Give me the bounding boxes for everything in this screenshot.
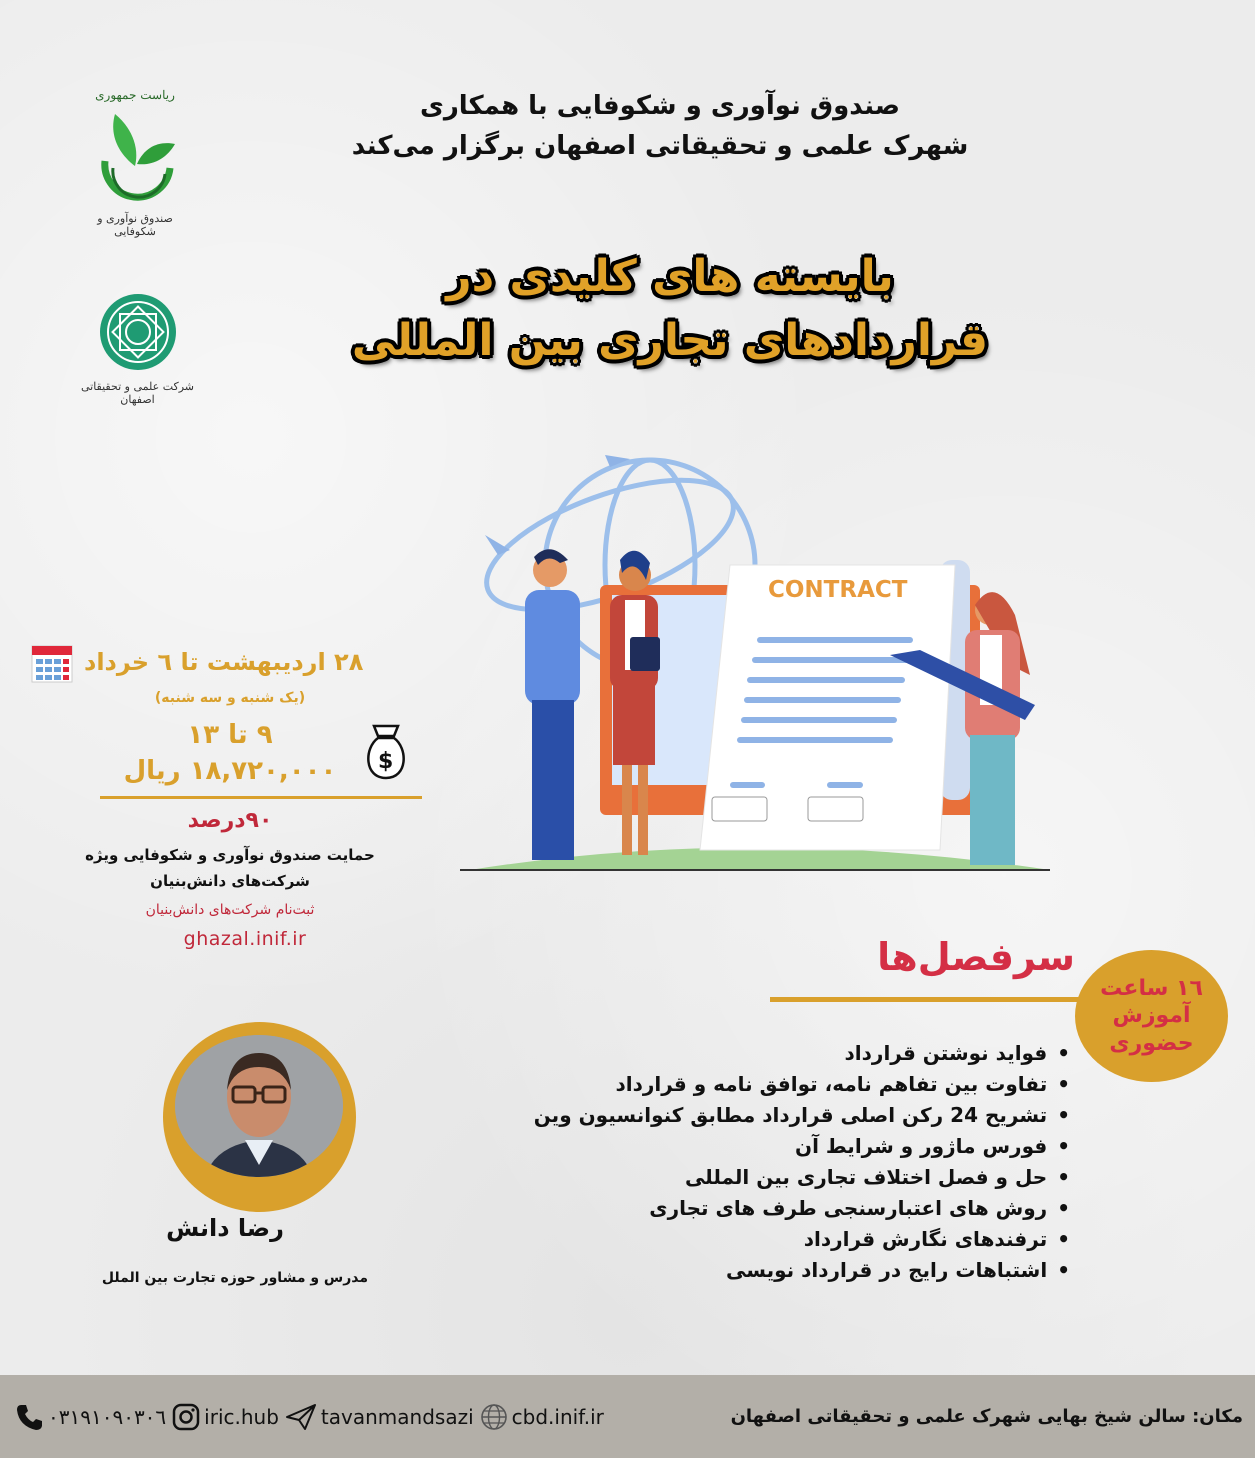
calendar-icon bbox=[30, 640, 74, 684]
divider bbox=[100, 796, 422, 799]
instagram-icon bbox=[172, 1403, 200, 1431]
register-link[interactable]: ghazal.inif.ir bbox=[183, 928, 307, 950]
event-hours: ۹ تا ۱۳ bbox=[187, 720, 273, 750]
science-park-logo bbox=[80, 292, 195, 407]
header-line-1: صندوق نوآوری و شکوفایی با همکاری bbox=[419, 91, 901, 121]
header-line-2: شهرک علمی و تحقیقاتی اصفهان برگزار می‌کند bbox=[351, 131, 969, 162]
logo-caption-fund: صندوق نوآوری و شکوفایی bbox=[97, 212, 173, 238]
innovation-fund-logo bbox=[80, 88, 190, 258]
badge-line-1: ۱٦ ساعت bbox=[1100, 975, 1203, 1001]
bullet-icon: • bbox=[1057, 1134, 1070, 1158]
list-item: •فواید نوشتن قرارداد bbox=[360, 1038, 1070, 1069]
geometric-emblem-icon bbox=[98, 292, 178, 372]
discount-percent: ۹۰درصد bbox=[187, 808, 273, 833]
list-item: •ترفندهای نگارش قرارداد bbox=[360, 1224, 1070, 1255]
support-line-2: شرکت‌های دانش‌بنیان bbox=[150, 872, 310, 891]
training-hours-badge bbox=[1075, 950, 1228, 1082]
instructor-name: رضا دانش bbox=[166, 1214, 284, 1242]
contract-illustration bbox=[450, 445, 1060, 880]
phone-number: ۰۳۱۹۱۰۹۰۳۰٦ bbox=[48, 1404, 167, 1429]
list-item: •تفاوت بین تفاهم نامه، توافق نامه و قرارداد bbox=[360, 1069, 1070, 1100]
website-contact[interactable] bbox=[480, 1403, 604, 1431]
contact-footer bbox=[0, 1375, 1255, 1458]
website-url: cbd.inif.ir bbox=[511, 1404, 604, 1429]
badge-line-3: حضوری bbox=[1109, 1030, 1194, 1056]
instructor-photo bbox=[175, 1035, 343, 1177]
bullet-icon: • bbox=[1057, 1103, 1070, 1127]
phone-contact[interactable] bbox=[14, 1402, 166, 1432]
instagram-handle: iric.hub bbox=[204, 1404, 279, 1429]
svg-text:$: $ bbox=[378, 749, 394, 774]
syllabus-title: سرفصل‌ها bbox=[877, 935, 1075, 979]
syllabus-underline bbox=[770, 997, 1100, 1002]
bullet-icon: • bbox=[1057, 1196, 1070, 1220]
bullet-icon: • bbox=[1057, 1072, 1070, 1096]
bullet-icon: • bbox=[1057, 1227, 1070, 1251]
event-date-row bbox=[30, 640, 410, 684]
telegram-handle: tavanmandsazi bbox=[320, 1404, 474, 1429]
event-price: ۱۸,۷۲۰,۰۰۰ ریال bbox=[123, 756, 337, 786]
event-date: ۲۸ اردیبهشت تا ٦ خرداد bbox=[84, 648, 364, 676]
money-bag-icon bbox=[362, 722, 410, 782]
bullet-icon: • bbox=[1057, 1258, 1070, 1282]
event-location: مکان: سالن شیخ بهایی شهرک علمی و تحقیقاتی اصفهان bbox=[730, 1406, 1243, 1427]
bullet-icon: • bbox=[1057, 1041, 1070, 1065]
bullet-icon: • bbox=[1057, 1165, 1070, 1189]
list-item: •حل و فصل اختلاف تجاری بین المللی bbox=[360, 1162, 1070, 1193]
course-title bbox=[250, 245, 1090, 373]
instructor-role: مدرس و مشاور حوزه تجارت بین الملل bbox=[101, 1270, 369, 1286]
logo-caption-presidency: ریاست جمهوری bbox=[95, 88, 175, 102]
phone-icon bbox=[14, 1402, 44, 1432]
syllabus-list bbox=[360, 1038, 1070, 1286]
badge-line-2: آموزش bbox=[1112, 1003, 1191, 1029]
event-days: (یک شنبه و سه شنبه) bbox=[154, 690, 306, 706]
support-note bbox=[60, 842, 400, 895]
list-item: •اشتباهات رایج در قرارداد نویسی bbox=[360, 1255, 1070, 1286]
title-line-2: قراردادهای تجاری بین المللی bbox=[351, 314, 989, 366]
support-line-1: حمایت صندوق نوآوری و شکوفایی ویژه bbox=[85, 846, 375, 864]
title-line-1: بایسته های کلیدی در bbox=[446, 251, 894, 302]
telegram-icon bbox=[285, 1403, 317, 1431]
logo-caption-park: شرکت علمی و تحقیقاتی اصفهان bbox=[80, 380, 195, 406]
list-item: •روش های اعتبارسنجی طرف های تجاری bbox=[360, 1193, 1070, 1224]
telegram-contact[interactable] bbox=[285, 1403, 474, 1431]
instagram-contact[interactable] bbox=[172, 1403, 279, 1431]
list-item: •فورس ماژور و شرایط آن bbox=[360, 1131, 1070, 1162]
contract-label: CONTRACT bbox=[768, 577, 908, 603]
list-item: •تشریح 24 رکن اصلی قرارداد مطابق کنوانسیون وین bbox=[360, 1100, 1070, 1131]
leaf-icon bbox=[85, 106, 185, 206]
register-label: ثبت‌نام شرکت‌های دانش‌بنیان bbox=[145, 902, 315, 918]
globe-icon bbox=[480, 1403, 508, 1431]
organizer-header bbox=[300, 86, 1020, 167]
